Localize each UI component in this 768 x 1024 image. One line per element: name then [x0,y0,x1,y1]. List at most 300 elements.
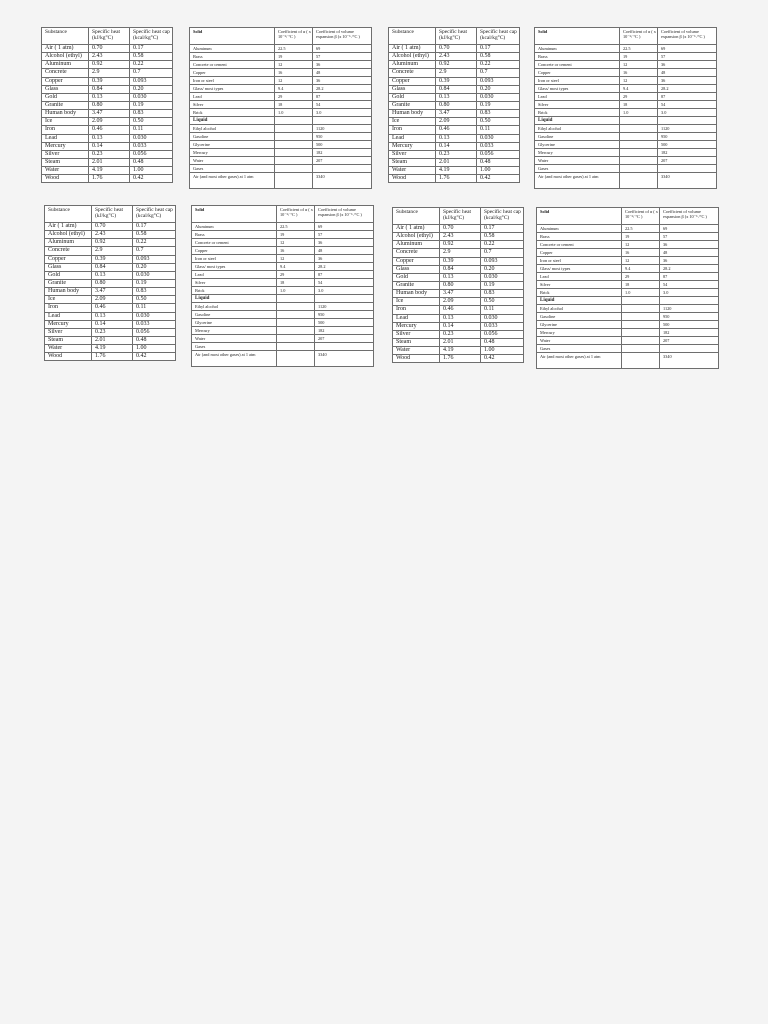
volume-coefficient-cell: 69 [313,45,372,53]
volume-coefficient-cell: 182 [315,327,374,335]
column-header: Solid [192,206,277,223]
linear-coefficient-cell: 29 [622,273,660,281]
linear-coefficient-cell [622,353,660,369]
volume-coefficient-cell: 950 [313,133,372,141]
table-row [389,158,520,166]
material-cell: Brass [535,53,620,61]
table-row [42,167,173,175]
table-row [42,61,173,69]
specific-heat-kcal-cell: 0.056 [133,328,176,336]
specific-heat-kcal-cell: 0.19 [130,101,173,109]
substance-cell: Copper [393,257,440,265]
volume-coefficient-cell: 1120 [313,125,372,133]
empty-cell [658,117,717,125]
specific-heat-kj-cell: 0.14 [92,320,133,328]
table-row [535,173,717,189]
specific-heat-table [44,205,176,361]
specific-heat-kcal-cell: 0.48 [130,158,173,166]
table-row [192,255,374,263]
volume-coefficient-cell: 54 [660,281,719,289]
volume-coefficient-cell: 500 [313,141,372,149]
substance-cell: Lead [45,312,92,320]
table-row [192,351,374,367]
table-row [192,311,374,319]
section-row [535,165,717,173]
material-cell: Copper [190,69,275,77]
material-cell: Water [537,337,622,345]
table-row [190,157,372,165]
substance-cell: Steam [393,338,440,346]
specific-heat-kcal-cell: 1.00 [130,167,173,175]
table-row [45,288,176,296]
specific-heat-kcal-cell: 0.7 [130,69,173,77]
table-row [389,77,520,85]
specific-heat-kcal-cell: 0.030 [477,93,520,101]
material-cell: Brick [192,287,277,295]
material-cell: Iron or steel [537,257,622,265]
linear-coefficient-cell [620,141,658,149]
table-row [537,273,719,281]
linear-coefficient-cell: 12 [620,77,658,85]
specific-heat-kcal-cell: 0.030 [133,271,176,279]
substance-cell: Steam [42,158,89,166]
substance-cell: Aluminum [45,239,92,247]
column-header: Specific heat (kJ/kg°C) [92,206,133,223]
specific-heat-kcal-cell: 0.22 [130,61,173,69]
substance-cell: Alcohol (ethyl) [389,53,436,61]
linear-coefficient-cell: 9.4 [622,265,660,273]
specific-heat-kcal-cell: 0.030 [477,134,520,142]
specific-heat-kj-cell: 0.80 [89,101,130,109]
table-row [192,319,374,327]
table-row [45,263,176,271]
table-row [389,101,520,109]
table-row [42,126,173,134]
volume-coefficient-cell: 500 [658,141,717,149]
specific-heat-kcal-cell: 0.22 [481,241,524,249]
specific-heat-kcal-cell: 1.00 [477,167,520,175]
substance-cell: Alcohol (ethyl) [393,233,440,241]
table-row [190,61,372,69]
volume-coefficient-cell: 1120 [660,305,719,313]
column-header: Specific heat (kJ/kg°C) [89,28,130,45]
substance-cell: Water [45,345,92,353]
column-header: Specific heat cap (kcal/kg°C) [133,206,176,223]
specific-heat-kj-cell: 2.9 [89,69,130,77]
material-cell: Iron or steel [192,255,277,263]
substance-cell: Granite [45,279,92,287]
volume-coefficient-cell: 87 [660,273,719,281]
linear-coefficient-cell [275,173,313,189]
table-row [535,61,717,69]
table-row [192,327,374,335]
table-row [537,265,719,273]
table-row [42,150,173,158]
section-label: Gases [537,345,622,353]
section-label: Liquid [192,295,277,303]
substance-cell: Mercury [389,142,436,150]
volume-coefficient-cell: 3340 [315,351,374,367]
volume-coefficient-cell: 87 [313,93,372,101]
substance-cell: Wood [42,175,89,183]
header-row [45,206,176,223]
table-row [190,77,372,85]
specific-heat-kj-cell: 2.01 [92,336,133,344]
material-cell: Copper [537,249,622,257]
table-row [535,93,717,101]
substance-cell: Air ( 1 atm) [389,45,436,53]
specific-heat-kj-cell: 1.76 [89,175,130,183]
table-row [192,223,374,231]
substance-cell: Air ( 1 atm) [393,225,440,233]
linear-coefficient-cell [275,141,313,149]
empty-cell [660,297,719,305]
specific-heat-kj-cell: 1.76 [436,175,477,183]
specific-heat-kj-cell: 0.13 [436,134,477,142]
substance-cell: Copper [42,77,89,85]
material-cell: Water [190,157,275,165]
table-row [389,53,520,61]
table-row [393,225,524,233]
specific-heat-kj-cell: 0.80 [92,279,133,287]
specific-heat-kj-cell: 2.43 [436,53,477,61]
table-row [45,296,176,304]
column-header: Specific heat (kJ/kg°C) [436,28,477,45]
specific-heat-kj-cell: 4.19 [89,167,130,175]
table-row [42,110,173,118]
section-label: Gases [190,165,275,173]
specific-heat-kj-cell: 0.92 [440,241,481,249]
table-row [537,225,719,233]
section-row [535,117,717,125]
table-row [389,110,520,118]
substance-cell: Steam [45,336,92,344]
linear-coefficient-cell [620,125,658,133]
table-row [45,239,176,247]
substance-cell: Gold [42,93,89,101]
specific-heat-kcal-cell: 0.11 [130,126,173,134]
substance-cell: Alcohol (ethyl) [42,53,89,61]
column-header: Specific heat cap (kcal/kg°C) [481,208,524,225]
specific-heat-kcal-cell: 0.7 [481,249,524,257]
volume-coefficient-cell: 207 [660,337,719,345]
specific-heat-kcal-cell: 0.42 [130,175,173,183]
linear-coefficient-cell: 16 [277,247,315,255]
linear-coefficient-cell [620,157,658,165]
specific-heat-kcal-cell: 0.22 [133,239,176,247]
table-row [393,233,524,241]
specific-heat-kj-cell: 1.76 [440,355,481,363]
material-cell: Ethyl alcohol [535,125,620,133]
linear-coefficient-cell [277,327,315,335]
volume-coefficient-cell: 54 [658,101,717,109]
linear-coefficient-cell: 12 [277,255,315,263]
volume-coefficient-cell: 3.0 [315,287,374,295]
linear-coefficient-cell [277,311,315,319]
specific-heat-kcal-cell: 0.20 [477,85,520,93]
volume-coefficient-cell: 57 [660,233,719,241]
table-row [45,231,176,239]
specific-heat-kcal-cell: 0.48 [481,338,524,346]
specific-heat-kj-cell: 0.39 [89,77,130,85]
specific-heat-kcal-cell: 0.58 [481,233,524,241]
table-row [190,133,372,141]
specific-heat-kcal-cell: 0.7 [133,247,176,255]
specific-heat-kcal-cell: 0.50 [133,296,176,304]
table-row [192,263,374,271]
table-row [45,223,176,231]
table-row [190,85,372,93]
substance-cell: Wood [45,353,92,361]
substance-cell: Granite [42,101,89,109]
material-cell: Concrete or cement [537,241,622,249]
volume-coefficient-cell: 207 [658,157,717,165]
empty-cell [622,345,660,353]
empty-cell [622,297,660,305]
linear-coefficient-cell: 19 [277,231,315,239]
specific-heat-kj-cell: 0.13 [440,273,481,281]
column-header: Coefficient of volume expansion β (x 10⁻⁶ /°C ) [658,28,717,45]
header-row [393,208,524,225]
material-cell: Brass [192,231,277,239]
volume-coefficient-cell: 28.2 [315,263,374,271]
material-cell: Air (and most other gases) at 1 atm [190,173,275,189]
material-cell: Ethyl alcohol [190,125,275,133]
table-row [537,337,719,345]
table-row [389,45,520,53]
substance-cell: Alcohol (ethyl) [45,231,92,239]
linear-coefficient-cell: 18 [620,101,658,109]
specific-heat-kj-cell: 4.19 [436,167,477,175]
specific-heat-kcal-cell: 0.83 [130,110,173,118]
table-row [389,85,520,93]
specific-heat-kcal-cell: 0.58 [130,53,173,61]
material-cell: Ethyl alcohol [537,305,622,313]
specific-heat-kj-cell: 0.13 [92,271,133,279]
table-row [537,233,719,241]
specific-heat-kcal-cell: 0.11 [133,304,176,312]
table-row [389,142,520,150]
section-label: Gases [535,165,620,173]
specific-heat-kj-cell: 2.43 [92,231,133,239]
substance-cell: Wood [389,175,436,183]
substance-cell: Glass [45,263,92,271]
material-cell: Water [535,157,620,165]
specific-heat-kcal-cell: 0.11 [481,306,524,314]
specific-heat-kj-cell: 2.01 [440,338,481,346]
header-row [389,28,520,45]
specific-heat-kj-cell: 2.43 [440,233,481,241]
substance-cell: Iron [393,306,440,314]
linear-coefficient-cell: 29 [277,271,315,279]
table-row [42,93,173,101]
column-header: Coefficient of volume expansion β (x 10⁻⁶ /°C ) [313,28,372,45]
specific-heat-kcal-cell: 0.19 [481,281,524,289]
table-row [42,45,173,53]
volume-coefficient-cell: 500 [660,321,719,329]
linear-coefficient-cell [622,329,660,337]
table-row [389,126,520,134]
material-cell: Aluminum [192,223,277,231]
substance-cell: Silver [45,328,92,336]
volume-coefficient-cell: 28.2 [660,265,719,273]
volume-coefficient-cell: 28.2 [658,85,717,93]
specific-heat-kj-cell: 0.39 [440,257,481,265]
table-row [535,133,717,141]
empty-cell [313,117,372,125]
substance-cell: Gold [45,271,92,279]
specific-heat-kj-cell: 0.84 [440,265,481,273]
volume-coefficient-cell: 182 [313,149,372,157]
material-cell: Silver [192,279,277,287]
table-row [42,77,173,85]
specific-heat-kj-cell: 0.84 [89,85,130,93]
material-cell: Mercury [190,149,275,157]
table-row [393,338,524,346]
table-row [535,53,717,61]
table-row [393,265,524,273]
linear-coefficient-cell [275,133,313,141]
specific-heat-kcal-cell: 0.033 [130,142,173,150]
section-label: Liquid [190,117,275,125]
material-cell: Concrete or cement [190,61,275,69]
material-cell: Air (and most other gases) at 1 atm [192,351,277,367]
linear-coefficient-cell: 29 [275,93,313,101]
specific-heat-kcal-cell: 0.50 [481,298,524,306]
volume-coefficient-cell: 207 [313,157,372,165]
specific-heat-kj-cell: 0.23 [436,150,477,158]
material-cell: Concrete or cement [535,61,620,69]
linear-coefficient-cell: 12 [620,61,658,69]
specific-heat-kj-cell: 3.47 [440,290,481,298]
specific-heat-kj-cell: 3.47 [89,110,130,118]
empty-cell [660,345,719,353]
specific-heat-kcal-cell: 0.50 [477,118,520,126]
table-row [192,247,374,255]
linear-coefficient-cell: 12 [275,77,313,85]
specific-heat-table [388,27,520,183]
table-row [389,61,520,69]
substance-cell: Lead [389,134,436,142]
section-label: Gases [192,343,277,351]
table-row [389,134,520,142]
substance-cell: Granite [389,101,436,109]
specific-heat-kj-cell: 2.9 [92,247,133,255]
table-row [190,149,372,157]
table-row [45,304,176,312]
header-row [42,28,173,45]
column-header: Substance [393,208,440,225]
volume-coefficient-cell: 28.2 [313,85,372,93]
linear-coefficient-cell [277,335,315,343]
linear-coefficient-cell [275,125,313,133]
table-row [537,257,719,265]
material-cell: Mercury [535,149,620,157]
expansion-coefficient-table [189,27,372,189]
specific-heat-kcal-cell: 1.00 [481,347,524,355]
volume-coefficient-cell: 57 [315,231,374,239]
linear-coefficient-cell: 19 [622,233,660,241]
substance-cell: Glass [389,85,436,93]
linear-coefficient-cell: 19 [275,53,313,61]
substance-cell: Water [393,347,440,355]
column-header: Substance [389,28,436,45]
table-row [393,306,524,314]
table-row [45,336,176,344]
specific-heat-kcal-cell: 0.22 [477,61,520,69]
table-row [537,321,719,329]
substance-cell: Silver [389,150,436,158]
specific-heat-kj-cell: 0.13 [92,312,133,320]
linear-coefficient-cell [277,351,315,367]
substance-cell: Copper [389,77,436,85]
specific-heat-kj-cell: 2.09 [89,118,130,126]
specific-heat-kj-cell: 0.46 [92,304,133,312]
linear-coefficient-cell [275,149,313,157]
table-row [45,345,176,353]
substance-cell: Copper [45,255,92,263]
column-header: Specific heat cap (kcal/kg°C) [477,28,520,45]
expansion-coefficient-table [191,205,374,367]
specific-heat-kj-cell: 2.01 [436,158,477,166]
volume-coefficient-cell: 36 [313,77,372,85]
table-row [393,281,524,289]
table-row [42,175,173,183]
substance-cell: Human body [42,110,89,118]
specific-heat-kj-cell: 0.46 [436,126,477,134]
column-header: Solid [537,208,622,225]
material-cell: Water [192,335,277,343]
column-header: Coefficient of α ( x 10⁻⁶/ °C ) [622,208,660,225]
volume-coefficient-cell: 69 [660,225,719,233]
material-cell: Silver [190,101,275,109]
substance-cell: Concrete [45,247,92,255]
specific-heat-kj-cell: 0.80 [436,101,477,109]
material-cell: Lead [535,93,620,101]
table-row [535,101,717,109]
linear-coefficient-cell [277,319,315,327]
volume-coefficient-cell: 207 [315,335,374,343]
header-row [537,208,719,225]
specific-heat-kcal-cell: 0.030 [481,273,524,281]
substance-cell: Human body [45,288,92,296]
linear-coefficient-cell: 22.5 [277,223,315,231]
table-row [535,157,717,165]
table-row [192,231,374,239]
specific-heat-kcal-cell: 0.033 [481,322,524,330]
volume-coefficient-cell: 57 [658,53,717,61]
material-cell: Brass [537,233,622,241]
section-row [190,117,372,125]
linear-coefficient-cell: 12 [622,241,660,249]
section-row [537,297,719,305]
volume-coefficient-cell: 3340 [313,173,372,189]
table-row [535,77,717,85]
material-cell: Silver [535,101,620,109]
specific-heat-kj-cell: 4.19 [92,345,133,353]
column-header: Specific heat (kJ/kg°C) [440,208,481,225]
specific-heat-kj-cell: 2.09 [436,118,477,126]
section-label: Liquid [537,297,622,305]
material-cell: Aluminum [190,45,275,53]
material-cell: Lead [192,271,277,279]
volume-coefficient-cell: 36 [313,61,372,69]
linear-coefficient-cell: 18 [275,101,313,109]
volume-coefficient-cell: 36 [660,241,719,249]
empty-cell [275,165,313,173]
specific-heat-kcal-cell: 0.42 [477,175,520,183]
specific-heat-kcal-cell: 0.48 [477,158,520,166]
